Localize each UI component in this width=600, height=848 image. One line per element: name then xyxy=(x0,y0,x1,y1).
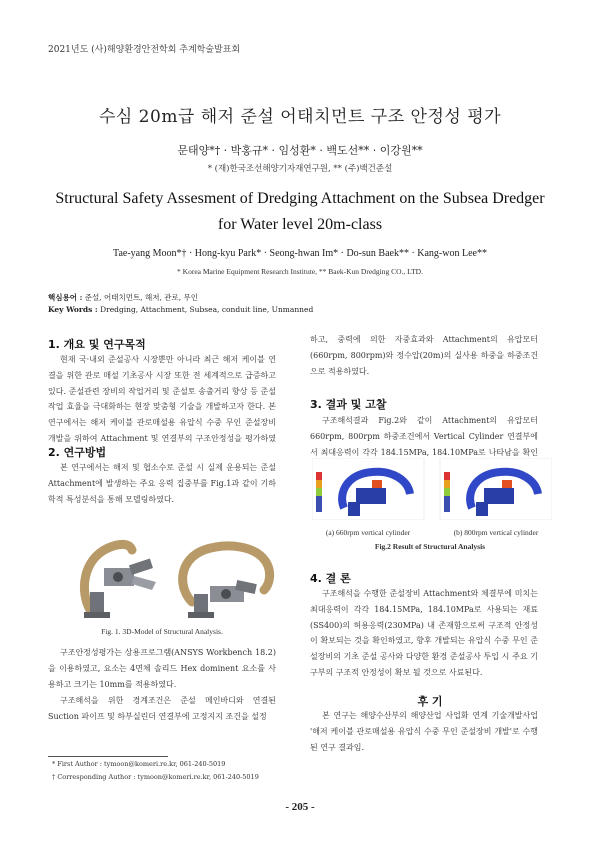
section-heading-method: 2. 연구방법 xyxy=(48,446,107,459)
results-paragraph: 구조해석결과 Fig.2와 같이 Attachment의 유압모터 660rpm, 800rpm 하중조건에서 Vertical Cylinder 연결부에서 최대응력이 각각 184.15MPa, 184.10MPa로 나타남을 확인 xyxy=(310,416,538,457)
acknowledgement-body xyxy=(310,708,538,756)
keywords-korean xyxy=(48,292,198,303)
section-heading-intro: 1. 개요 및 연구목적 xyxy=(48,338,146,351)
affiliation-korean: * (재)한국조선해양기자재연구원, ** (주)백건준설 xyxy=(207,164,393,174)
model-left-graphic xyxy=(84,544,156,618)
figure-2b-caption: (b) 800rpm vertical cylinder xyxy=(453,528,539,537)
keywords-english-text: Dredging, Attachment, Subsea, conduit line, Unmanned xyxy=(97,305,314,314)
keywords-korean-label: 핵심용어 : xyxy=(48,293,83,302)
figure-1-caption: Fig. 1. 3D-Model of Structural Analysis. xyxy=(101,627,223,636)
page-number: - 205 - xyxy=(285,801,315,813)
method-continued-body xyxy=(310,332,538,380)
intro-body xyxy=(48,352,276,448)
acknowledgement-paragraph: 본 연구는 해양수산부의 해양산업 사업화 연계 기술개발사업 '해저 케이블 관로매설용 유압식 수중 무인 준설장비 개발'로 수행된 연구 결과임. xyxy=(310,711,538,752)
title-english xyxy=(20,186,580,238)
intro-paragraph: 현재 국·내외 준설공사 시장뿐만 아니라 최근 해저 케이블 연결을 위한 관로 매설 기초공사 시장 또한 전 세계적으로 급증하고 있다. 준설관련 장비의 작업거리 및 준설토 송출거리 향상 등 준설작업 효율을 극대화하는 현장 맞춤형 기술을 개발하고자 한다. 본 연구에서는 해저 케이블 관로매설용 유압식 수중 무인 준설장비 개발을 위하여 Attachment 및 연결부의 구조안정성을 평가하였 xyxy=(48,355,276,443)
method-body-1 xyxy=(48,460,276,508)
keywords-korean-text: 준설, 어태치먼트, 해저, 관로, 무인 xyxy=(82,293,198,302)
section-heading-acknowledgement: 후 기 xyxy=(417,695,443,708)
conclusion-body xyxy=(310,586,538,682)
section-heading-conclusion: 4. 결 론 xyxy=(310,572,351,585)
analysis-a-graphic xyxy=(312,458,424,520)
method-continued-paragraph: 하고, 중력에 의한 자중효과와 Attachment의 유압모터(660rpm, 800rpm)와 정수압(20m)의 실사용 하중을 하중조건으로 적용하였다. xyxy=(310,335,538,376)
method-paragraph-3: 구조해석을 위한 경계조건은 준설 메인바디와 연결된 Suction 파이프 및 하부실린더 연결부에 고정지지 조건을 설정 xyxy=(48,696,276,721)
keywords-english-label: Key Words : xyxy=(48,305,98,314)
footnote-divider xyxy=(48,756,168,757)
method-paragraph-1: 본 연구에서는 해저 및 협소수로 준설 시 실제 운용되는 준설 Attachment에 발생하는 주요 응력 집중부를 Fig.1과 같이 기하학적 특성분석을 통해 모델링하였다. xyxy=(48,463,276,504)
method-body-2 xyxy=(48,645,276,693)
keywords-english xyxy=(48,305,313,314)
conclusion-paragraph: 구조해석을 수행한 준설장비 Attachment와 체결부에 미치는 최대응력이 각각 184.15MPa, 184.10MPa로 사용되는 재료(SS400)의 허용응력(230MPa) 내 존재함으로써 구조적 안정성이 확보되는 것을 확인하였고, 향후 개발되는 유압식 수중 무인 준설장비의 기초 준설 공사와 다양한 환경 준설공사 투입 시 주요 기구부의 구조적 안정성이 확보 될 것으로 사료된다. xyxy=(310,589,538,677)
method-paragraph-2: 구조안정성평가는 상용프로그램(ANSYS Workbench 18.2)을 이용하였고, 요소는 4면체 솔리드 Hex dominent 요소를 사용하고 크기는 10mm를 적용하였다. xyxy=(48,648,276,689)
analysis-b-graphic xyxy=(440,458,552,520)
title-korean: 수심 20m급 해저 준설 어태치먼트 구조 안정성 평가 xyxy=(98,107,502,127)
footnote-corresponding-author: † Corresponding Author : tymoon@komeri.re.kr, 061-240-5019 xyxy=(52,773,259,781)
results-body xyxy=(310,413,538,461)
conference-header: 2021년도 (사)해양환경안전학회 추계학술발표회 xyxy=(48,45,241,55)
authors-english: Tae-yang Moon*† · Hong-kyu Park* · Seong-hwan Im* · Do-sun Baek** · Kang-won Lee** xyxy=(113,248,487,259)
section-heading-results: 3. 결과 및 고찰 xyxy=(310,398,387,411)
model-right-graphic xyxy=(183,546,270,618)
figure-1-3d-model xyxy=(60,532,280,624)
title-english-line2: for Water level 20m-class xyxy=(217,216,383,233)
figure-2-caption: Fig.2 Result of Structural Analysis xyxy=(374,542,486,551)
method-body-3 xyxy=(48,693,276,725)
title-english-line1: Structural Safety Assesment of Dredging Attachment on the Subsea Dredger xyxy=(55,190,545,207)
figure-2a-caption: (a) 660rpm vertical cylinder xyxy=(325,528,411,537)
figure-2-analysis xyxy=(312,458,552,520)
footnote-first-author: * First Author : tymoon@komeri.re.kr, 061-240-5019 xyxy=(52,760,226,768)
affiliation-english: * Korea Marine Equipment Research Institute, ** Baek-Kun Dredging CO., LTD. xyxy=(177,267,423,276)
authors-korean: 문태양*† · 박홍규* · 임성환* · 백도선** · 이강원** xyxy=(177,144,423,157)
